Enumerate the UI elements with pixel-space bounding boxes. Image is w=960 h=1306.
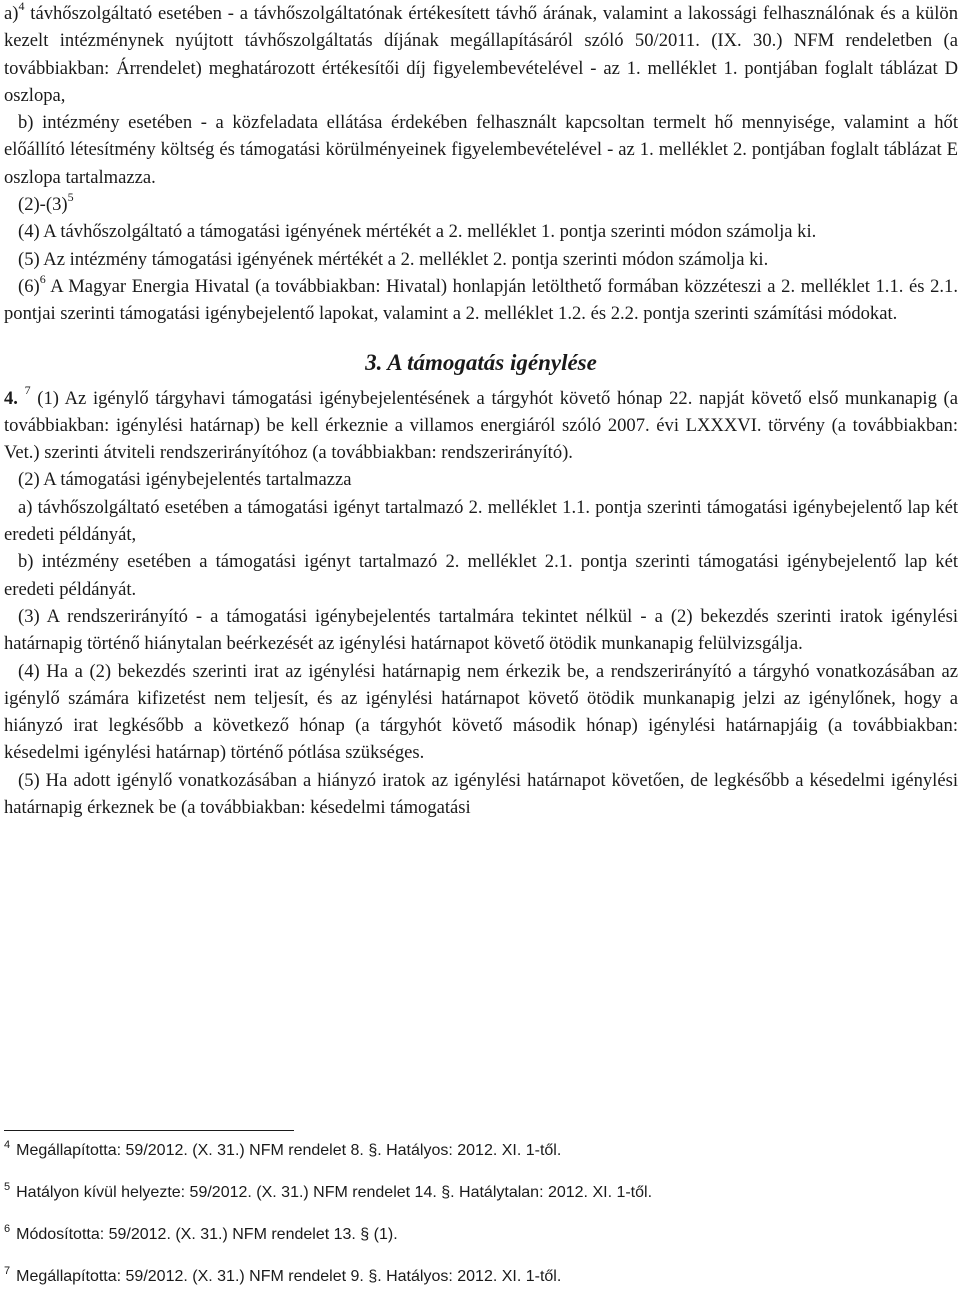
footnote-text: Módosította: 59/2012. (X. 31.) NFM rendelet 13. § (1).	[16, 1226, 398, 1243]
paragraph-a-text: távhőszolgáltató esetében - a távhőszolgáltatónak értékesített távhő árának, valamint a lakossági felhasználónak és a külön kezelt intézménynek nyújtott távhőszolgáltatás díjának megállapításáról szóló 50/2011. (IX. 30.) NFM rendeletben (a továbbiakban: Árrendelet) meghatározott értékesítői díj figyelembevételével - az 1. melléklet 1. pontjában foglalt táblázat D oszlopa,	[4, 3, 958, 106]
paragraph-2-3	[4, 191, 958, 218]
footnote-text: Megállapította: 59/2012. (X. 31.) NFM rendelet 9. §. Hatályos: 2012. XI. 1-től.	[16, 1268, 562, 1285]
paragraph-b: b) intézmény esetében - a közfeladata ellátása érdekében felhasznált kapcsoltan termelt hő mennyisége, valamint a hőt előállító létesítmény költség és támogatási körülményeinek figyelembevételével - az 1. melléklet 2. pontjában foglalt táblázat E oszlopa tartalmazza.	[4, 112, 958, 188]
footnote-ref-7[interactable]: 7	[24, 383, 31, 398]
footnote-ref-4[interactable]: 4	[18, 0, 25, 13]
footnotes	[4, 1138, 954, 1306]
footnote-mark: 6	[4, 1222, 11, 1235]
footnote-text: Hatályon kívül helyezte: 59/2012. (X. 31.) NFM rendelet 14. §. Hatálytalan: 2012. XI. 1-től.	[16, 1184, 653, 1201]
section-4-number: 4.	[4, 387, 18, 409]
section-heading: 3. A támogatás igénylése	[365, 349, 597, 375]
paragraph-a	[4, 0, 958, 109]
footnote-mark: 4	[4, 1138, 11, 1151]
section-4-paragraph-5: (5) Ha adott igénylő vonatkozásában a hiányzó iratok az igénylési határnapot követően, de legkésőbb a késedelmi igénylési határnapig érkeznek be (a továbbiakban: késedelmi támogatási	[4, 769, 958, 819]
footnote-text: Megállapította: 59/2012. (X. 31.) NFM rendelet 8. §. Hatályos: 2012. XI. 1-től.	[16, 1142, 562, 1159]
section-4-paragraph-3: (3) A rendszerirányító - a támogatási igénybejelentés tartalmára tekintet nélkül - a (2) bekezdés szerinti iratok igénylési határnapig történő hiánytalan beérkezését az igénylési határnapot követő ötödik munkanapig felülvizsgálja.	[4, 605, 958, 655]
paragraph-4: (4) A távhőszolgáltató a támogatási igényének mértékét a 2. melléklet 1. pontja szerinti módon számolja ki.	[18, 221, 817, 243]
footnote-item	[4, 1222, 954, 1264]
footnote-ref-5[interactable]: 5	[67, 189, 74, 204]
paragraph-5: (5) Az intézmény támogatási igényének mértékét a 2. melléklet 2. pontja szerinti módon számolja ki.	[18, 248, 769, 270]
section-4-paragraph-1-text: (1) Az igénylő tárgyhavi támogatási igénybejelentésének a tárgyhót követő hónap 22. napját követő első munkanapig (a továbbiakban: igénylési határnap) be kell érkeznie a villamos energiáról szóló 2007. évi LXXXVI. törvény (a továbbiakban: Vet.) szerinti átviteli rendszerirányítóhoz (a továbbiakban: rendszerirányító).	[4, 387, 958, 464]
section-4-paragraph-4: (4) Ha a (2) bekezdés szerinti irat az igénylési határnapig nem érkezik be, a rendszerirányító a tárgyhó vonatkozásában az igénylő számára kifizetést nem teljesít, és az igénylési határnapot követő ötödik munkanapig jelzi az igénylőnek, hogy a hiányzó irat legkésőbb a következő hónap (a tárgyhót követő második hónap) igénylési határnapjáig (a továbbiakban: késedelmi igénylési határnap) történő pótlása szükséges.	[4, 660, 958, 764]
section-4-paragraph-1	[4, 385, 958, 467]
document-body	[4, 0, 958, 821]
paragraph-a-label: a)	[4, 3, 19, 24]
footnote-ref-6[interactable]: 6	[39, 271, 46, 286]
footnote-mark: 7	[4, 1264, 11, 1277]
paragraph-6-text: A Magyar Energia Hivatal (a továbbiakban: Hivatal) honlapján letölthető formában közzéteszi a 2. melléklet 1.1. és 2.1. pontjai szerinti támogatási igénybejelentő lapokat, valamint a 2. melléklet 1.2. és 2.2. pontja szerinti számítási módokat.	[4, 275, 958, 325]
footnote-mark: 5	[4, 1180, 11, 1193]
section-4-paragraph-2: (2) A támogatási igénybejelentés tartalmazza	[18, 469, 352, 491]
paragraph-6	[4, 273, 958, 328]
section-4-paragraph-2a: a) távhőszolgáltató esetében a támogatási igényt tartalmazó 2. melléklet 1.1. pontja szerinti támogatási igénybejelentő lap két eredeti példányát,	[4, 496, 958, 546]
section-4-paragraph-2b: b) intézmény esetében a támogatási igényt tartalmazó 2. melléklet 2.1. pontja szerinti támogatási igénybejelentő lap két eredeti példányát.	[4, 551, 958, 600]
paragraph-6-label: (6)	[18, 275, 40, 297]
footnote-separator	[4, 1130, 294, 1131]
paragraph-2-3-text: (2)-(3)	[18, 194, 68, 216]
footnote-item	[4, 1264, 954, 1306]
footnote-item	[4, 1138, 954, 1180]
footnote-item	[4, 1180, 954, 1222]
